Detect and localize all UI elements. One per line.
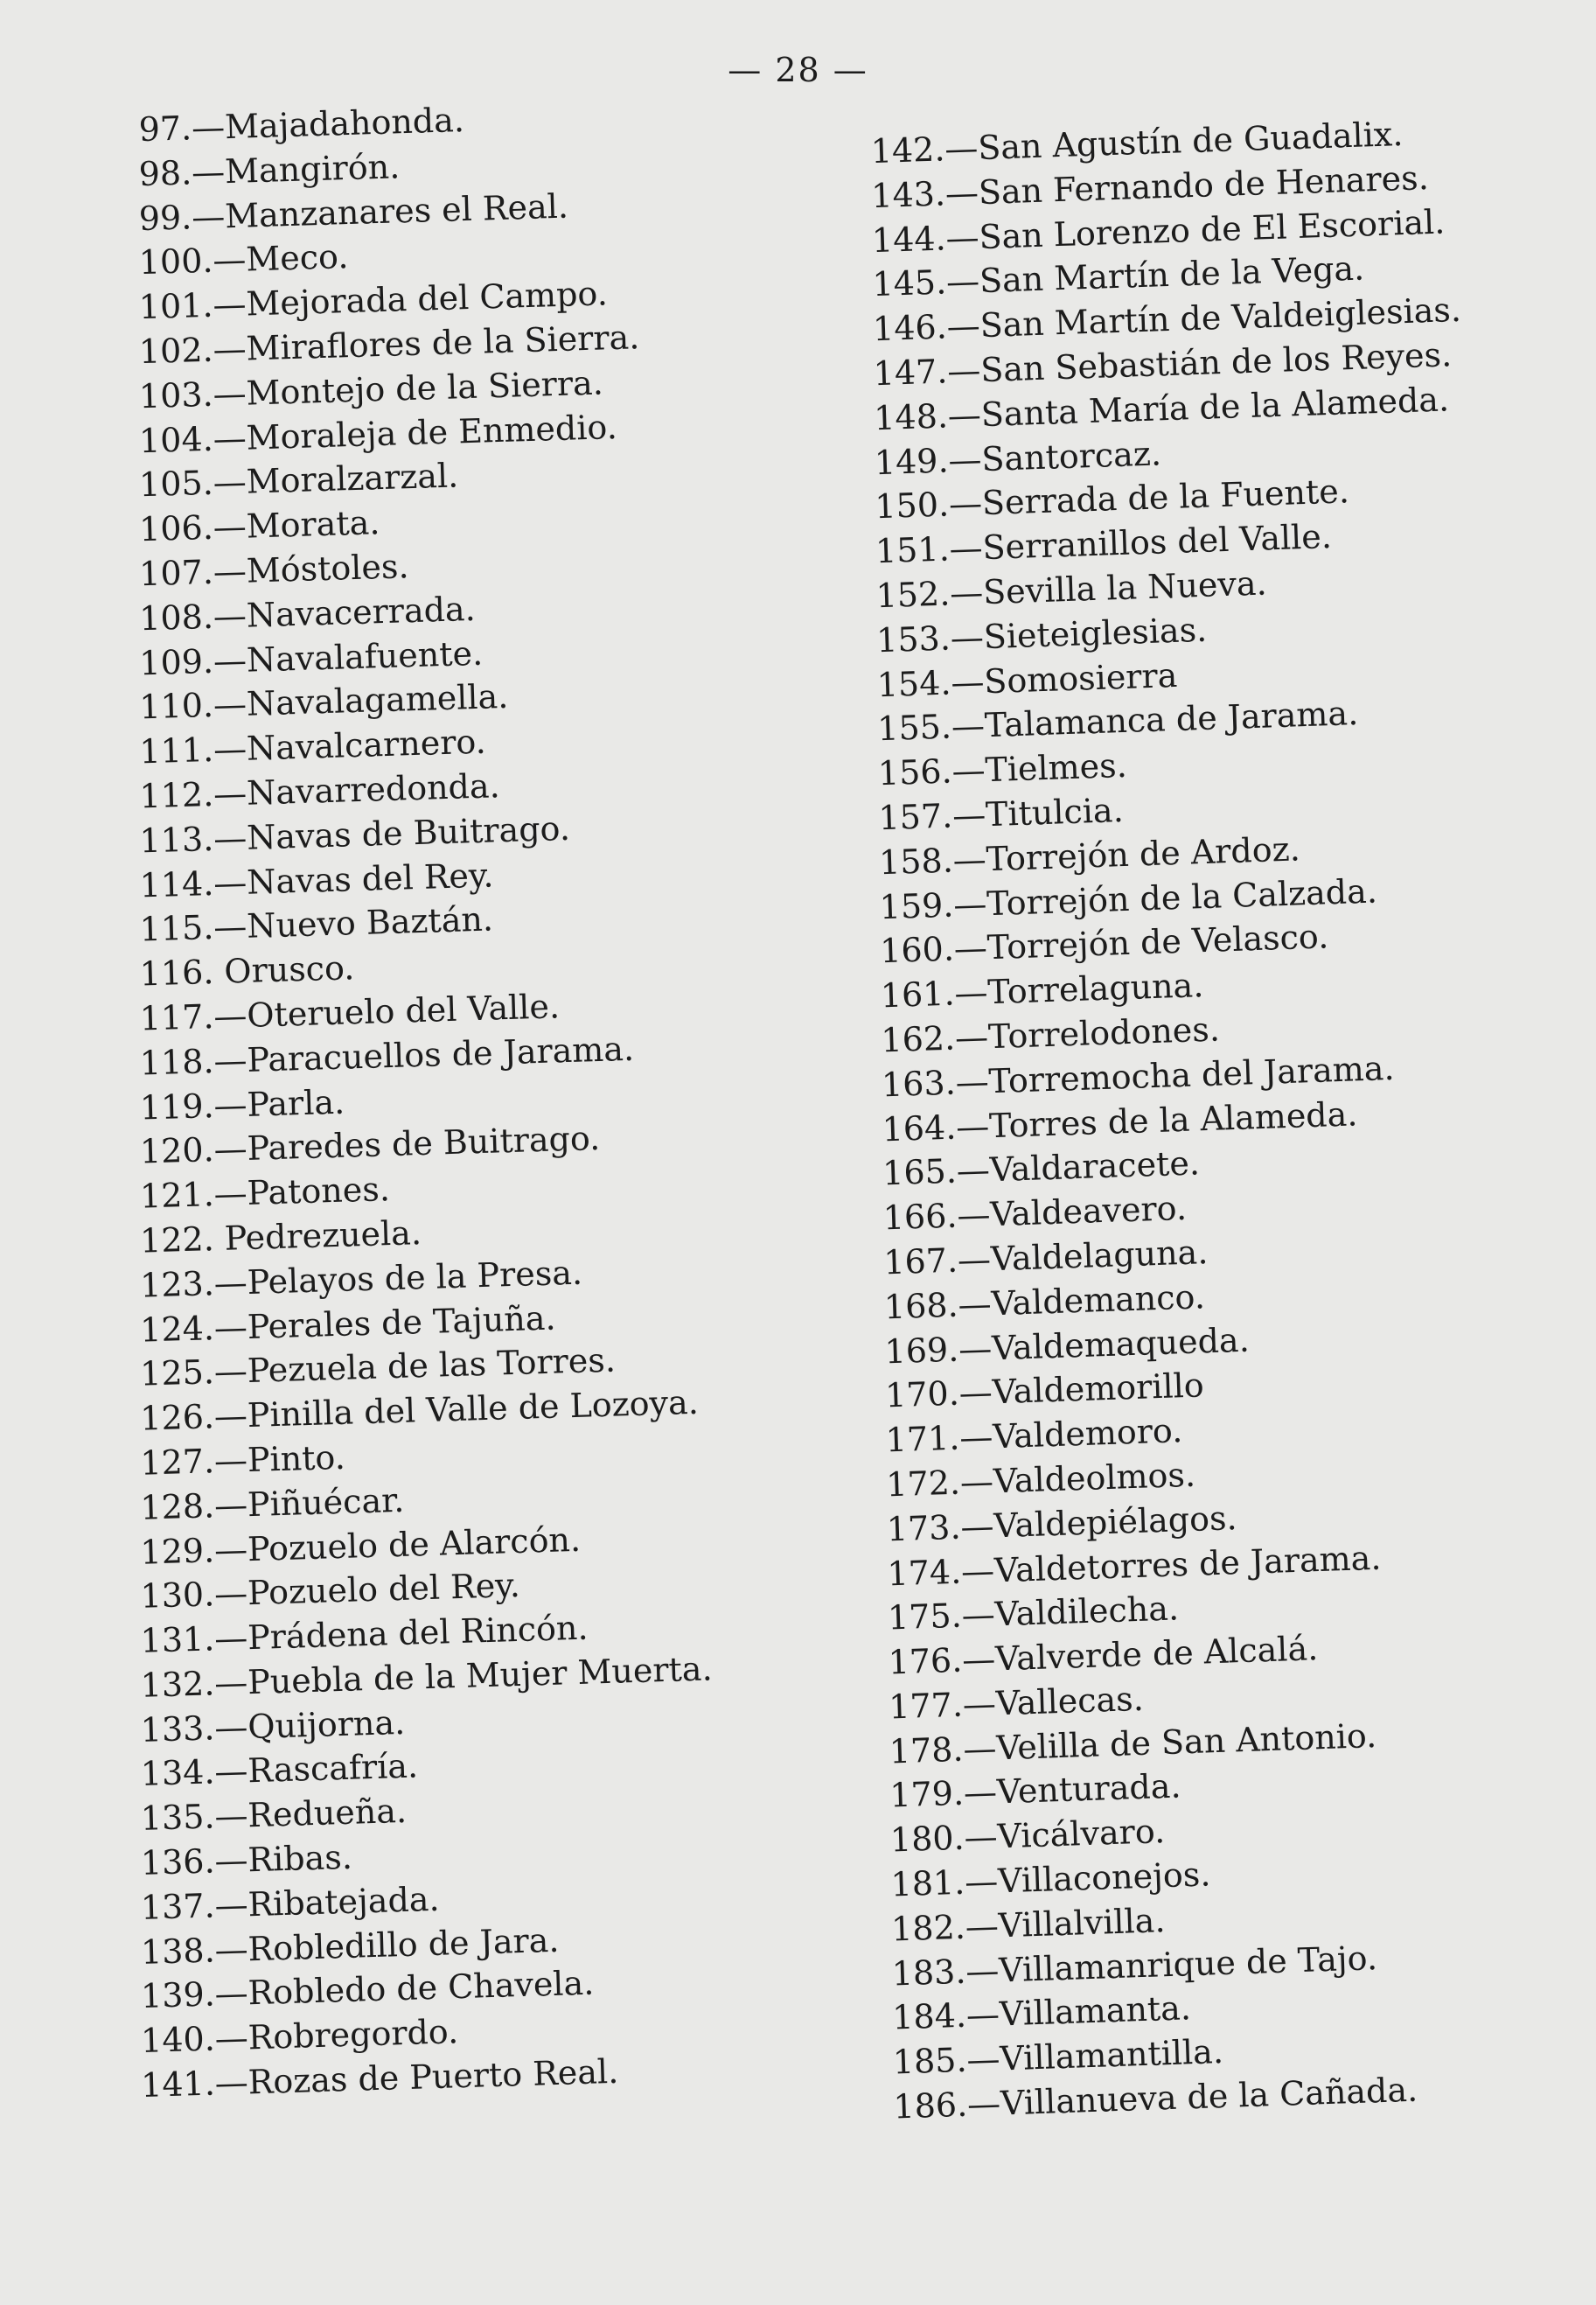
municipality-entry: 152.—Sevilla la Nueva. — [875, 563, 1268, 616]
municipality-entry: 108.—Navacerrada. — [138, 589, 477, 639]
municipality-entry: 111.—Navalcarnero. — [138, 722, 487, 772]
municipality-entry: 119.—Parla. — [139, 1082, 345, 1128]
municipality-entry: 132.—Puebla de la Mujer Muerta. — [140, 1649, 714, 1705]
municipality-entry: 104.—Moraleja de Enmedio. — [138, 407, 618, 460]
municipality-entry: 157.—Titulcia. — [877, 790, 1125, 838]
municipality-entry: 103.—Montejo de la Sierra. — [138, 363, 604, 416]
municipality-entry: 184.—Villamanta. — [891, 1988, 1192, 2037]
municipality-entry: 97.—Majadahonda. — [138, 101, 465, 150]
municipality-entry: 185.—Villamantilla. — [892, 2032, 1224, 2082]
municipality-entry: 180.—Vicálvaro. — [889, 1812, 1166, 1860]
municipality-entry: 110.—Navalagamella. — [138, 677, 509, 727]
municipality-entry: 162.—Torrelodones. — [880, 1009, 1221, 1060]
municipality-entry: 101.—Mejorada del Campo. — [138, 274, 609, 327]
municipality-entry: 161.—Torrelaguna. — [880, 966, 1204, 1016]
municipality-entry: 173.—Valdepiélagos. — [886, 1498, 1238, 1549]
municipality-entry: 154.—Somosierra — [876, 655, 1178, 704]
municipality-entry: 177.—Vallecas. — [888, 1679, 1145, 1727]
municipality-entry: 123.—Pelayos de la Presa. — [139, 1253, 583, 1305]
municipality-entry: 115.—Nuevo Baztán. — [139, 899, 494, 949]
municipality-entry: 145.—San Martín de la Vega. — [871, 248, 1365, 304]
municipality-entry: 136.—Ribas. — [140, 1837, 353, 1882]
municipality-entry: 155.—Talamanca de Jarama. — [876, 694, 1359, 749]
municipality-entry: 178.—Velilla de San Antonio. — [889, 1715, 1377, 1771]
municipality-entry: 102.—Miraflores de la Sierra. — [138, 318, 640, 372]
municipality-entry: 105.—Moralzarzal. — [138, 456, 459, 505]
municipality-entry: 149.—Santorcaz. — [874, 433, 1162, 482]
municipality-entry: 98.—Mangirón. — [138, 147, 401, 193]
municipality-entry: 168.—Valdemanco. — [883, 1276, 1206, 1327]
page-number: — 28 — — [728, 51, 868, 89]
municipality-entry: 175.—Valdilecha. — [887, 1589, 1180, 1638]
municipality-entry: 131.—Prádena del Rincón. — [139, 1608, 589, 1660]
municipality-entry: 125.—Pezuela de las Torres. — [139, 1340, 617, 1393]
municipality-entry: 133.—Quijorna. — [140, 1702, 406, 1750]
municipality-entry: 116. Orusco. — [139, 948, 355, 994]
municipality-entry: 186.—Villanueva de la Cañada. — [892, 2070, 1418, 2127]
municipality-entry: 124.—Perales de Tajuña. — [139, 1298, 557, 1350]
municipality-entry: 107.—Móstoles. — [138, 547, 410, 594]
municipality-entry: 147.—San Sebastián de los Reyes. — [872, 335, 1453, 394]
municipality-entry: 143.—San Fernando de Henares. — [870, 157, 1430, 215]
municipality-entry: 151.—Serranillos del Valle. — [875, 517, 1333, 571]
municipality-entry: 127.—Pinto. — [139, 1437, 346, 1483]
municipality-entry: 156.—Tielmes. — [877, 746, 1128, 793]
municipality-entry: 179.—Venturada. — [889, 1766, 1182, 1815]
municipality-entry: 134.—Rascafría. — [140, 1746, 419, 1794]
municipality-entry: 113.—Navas de Buitrago. — [138, 808, 571, 861]
municipality-entry: 120.—Paredes de Buitrago. — [139, 1119, 601, 1171]
municipality-entry: 137.—Ribatejada. — [140, 1879, 441, 1927]
municipality-entry: 121.—Patones. — [139, 1170, 391, 1216]
municipality-entry: 138.—Robledillo de Jara. — [140, 1920, 560, 1972]
municipality-entry: 114.—Navas del Rey. — [139, 855, 495, 905]
municipality-entry: 118.—Paracuellos de Jarama. — [139, 1029, 635, 1083]
municipality-entry: 167.—Valdelaguna. — [882, 1233, 1209, 1282]
municipality-entry: 174.—Valdetorres de Jarama. — [886, 1538, 1383, 1593]
municipality-entry: 112.—Navarredonda. — [138, 766, 501, 816]
municipality-entry: 172.—Valdeolmos. — [885, 1455, 1196, 1505]
municipality-entry: 169.—Valdemaqueda. — [883, 1320, 1251, 1371]
right-column-list — [822, 107, 1596, 2129]
municipality-entry: 129.—Pozuelo de Alarcón. — [139, 1519, 582, 1572]
municipality-entry: 128.—Piñuécar. — [139, 1480, 405, 1527]
municipality-entry: 100.—Meco. — [138, 237, 349, 283]
municipality-entry: 130.—Pozuelo del Rey. — [139, 1566, 521, 1617]
municipality-entry: 158.—Torrejón de Ardoz. — [878, 829, 1301, 883]
municipality-entry: 170.—Valdemorillo — [884, 1366, 1205, 1415]
municipality-entry: 171.—Valdemoro. — [885, 1411, 1183, 1460]
municipality-entry: 166.—Valdeavero. — [882, 1188, 1188, 1238]
municipality-entry: 140.—Robregordo. — [140, 2012, 459, 2061]
municipality-entry: 106.—Morata. — [138, 503, 380, 549]
municipality-entry: 150.—Serrada de la Fuente. — [874, 471, 1350, 527]
left-column-list — [52, 88, 846, 2109]
municipality-entry: 99.—Manzanares el Real. — [138, 186, 569, 238]
municipality-entry: 183.—Villamanrique de Tajo. — [891, 1938, 1378, 1994]
municipality-entry: 160.—Torrejón de Velasco. — [879, 917, 1329, 971]
municipality-entry: 139.—Robledo de Chavela. — [140, 1964, 595, 2016]
municipality-entry: 122. Pedrezuela. — [139, 1212, 422, 1261]
municipality-entry: 165.—Valdaracete. — [882, 1143, 1201, 1193]
municipality-entry: 117.—Oteruelo del Valle. — [139, 987, 561, 1038]
municipality-entry: 148.—Santa María de la Alameda. — [873, 380, 1450, 437]
municipality-entry: 126.—Pinilla del Valle de Lozoya. — [139, 1382, 700, 1438]
municipality-entry: 146.—San Martín de Valdeiglesias. — [872, 290, 1462, 349]
municipality-entry: 181.—Villaconejos. — [889, 1854, 1212, 1904]
municipality-entry: 176.—Valverde de Alcalá. — [887, 1629, 1319, 1682]
municipality-entry: 153.—Sieteiglesias. — [875, 610, 1208, 660]
municipality-entry: 142.—San Agustín de Guadalix. — [870, 114, 1404, 171]
municipality-entry: 135.—Redueña. — [140, 1792, 408, 1839]
municipality-entry: 109.—Navalafuente. — [138, 633, 484, 682]
municipality-entry: 144.—San Lorenzo de El Escorial. — [871, 202, 1446, 260]
municipality-entry: 163.—Torremocha del Jarama. — [881, 1048, 1396, 1105]
municipality-entry: 159.—Torrejón de la Calzada. — [879, 870, 1378, 926]
municipality-entry: 164.—Torres de la Alameda. — [881, 1093, 1358, 1149]
municipality-entry: 182.—Villalvilla. — [890, 1901, 1167, 1949]
municipality-entry: 141.—Rozas de Puerto Real. — [140, 2051, 619, 2106]
